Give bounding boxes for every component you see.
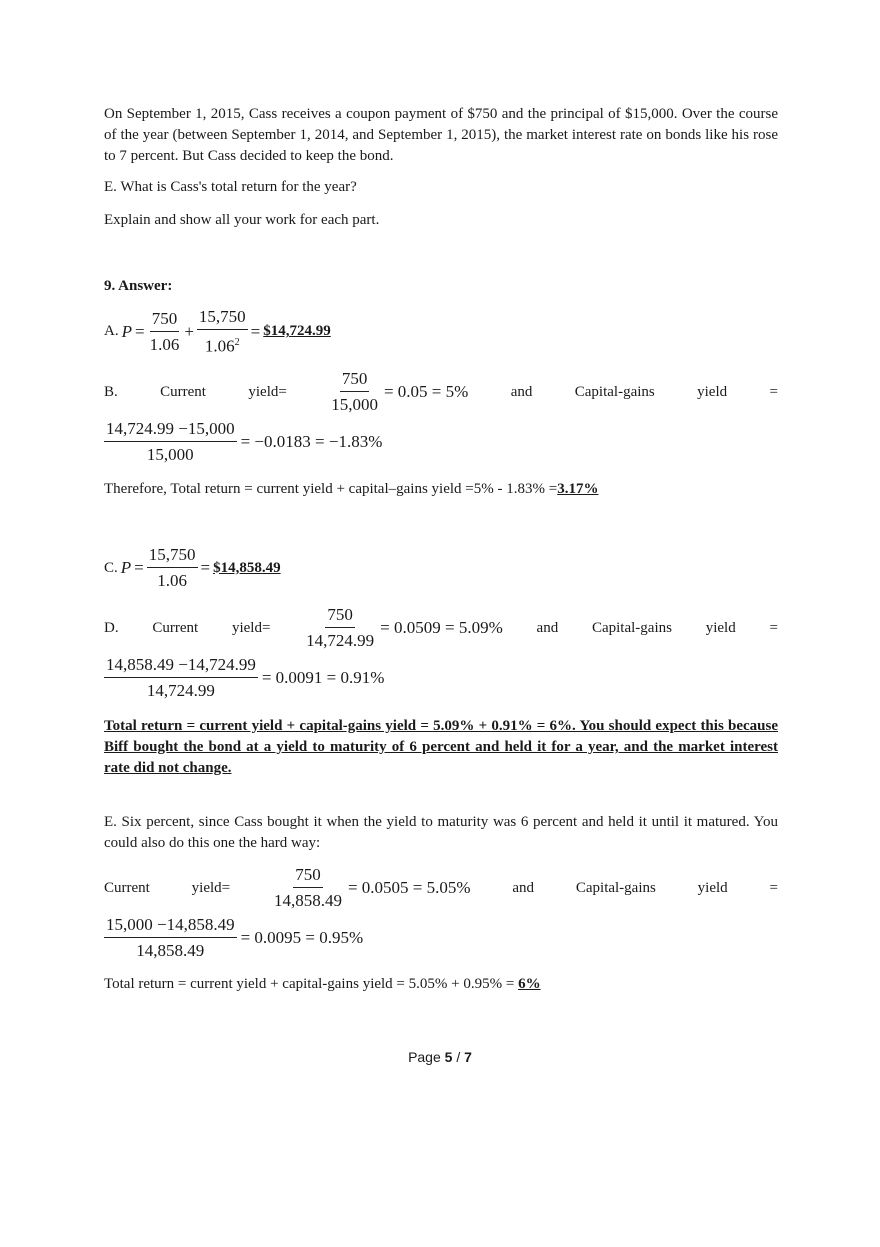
part-d-line [104, 606, 778, 650]
intro-paragraph: On September 1, 2015, Cass receives a coupon payment of $750 and the principal of $15,000. Over the course of the year (between September 1, 2014, and September 1, 2015), the market interest rate on bonds like his rose to 7 percent. But Cass decided to keep the bond. [104, 106, 778, 164]
part-c-equals: = [134, 558, 144, 577]
part-a-result: $14,724.99 [263, 323, 331, 340]
part-b-label: B. [104, 383, 118, 400]
part-b-equals: = [769, 383, 778, 400]
part-d-cg-denominator: 14,724.99 [146, 681, 215, 700]
part-d-yield: yield= [231, 619, 271, 636]
page-current: 5 [444, 1049, 453, 1065]
part-e-denominator: 14,858.49 [273, 891, 342, 910]
part-b-total [104, 481, 598, 498]
part-b-cg-fraction [104, 420, 237, 464]
part-b-fraction [329, 370, 380, 414]
part-b-numerator: 750 [340, 370, 370, 392]
part-a-plus: + [184, 321, 194, 341]
part-a-frac1-denominator: 1.06 [149, 334, 180, 354]
page-total: 7 [464, 1049, 472, 1065]
part-d-yield-2: yield [705, 619, 736, 636]
part-e-line [104, 866, 778, 910]
part-b-cg-denominator: 15,000 [146, 445, 194, 464]
part-d-cg-result: = 0.0091 = 0.91% [261, 668, 385, 687]
part-b-total-text: Therefore, Total return = current yield + capital–gains yield =5% - 1.83% = [104, 481, 558, 497]
part-b-total-result: 3.17% [557, 481, 599, 497]
part-c-label: C. [104, 559, 118, 576]
part-e-current-yield-formula [272, 866, 471, 910]
part-b-yield-2: yield [697, 383, 728, 400]
part-b-yield: yield= [248, 383, 287, 400]
part-d-total: Total return = current yield + capital-gains yield = 5.09% + 0.91% = 6%. You should expect this because Biff bought the bond at a yield to maturity of 6 percent and held it for a year, and the market interest rate did not change. [104, 718, 778, 776]
part-b-capital-gains: Capital-gains [574, 383, 655, 400]
part-d-capital-gains: Capital-gains [591, 619, 672, 636]
part-e-total-text: Total return = current yield + capital-gains yield = 5.05% + 0.95% = [104, 976, 515, 992]
part-b-current-yield-formula [329, 370, 468, 414]
part-a-fraction-2 [197, 308, 248, 356]
part-e-intro: E. Six percent, since Cass bought it when the yield to maturity was 6 percent and held it until it matured. You could also do this one the hard way: [104, 814, 778, 851]
part-b-current-yield-result: = 0.05 = 5% [383, 382, 469, 401]
part-e-total-result: 6% [518, 976, 541, 992]
part-e-capital-gains-formula [104, 916, 363, 960]
part-d-current-yield-formula [304, 606, 503, 650]
part-d-fraction [304, 606, 376, 650]
part-b-and: and [510, 383, 533, 400]
part-a-frac1-numerator: 750 [150, 310, 180, 332]
question-e: E. What is Cass's total return for the year? [104, 179, 357, 195]
part-c-equation [104, 546, 281, 590]
page-separator: / [456, 1049, 461, 1065]
part-c-denominator: 1.06 [157, 571, 187, 590]
part-c-numerator: 15,750 [147, 546, 198, 568]
part-b-cg-numerator: 14,724.99 −15,000 [104, 420, 237, 442]
part-a-equation [104, 308, 331, 356]
part-b-cg-result: = −0.0183 = −1.83% [240, 432, 383, 451]
part-a-equals-2: = [250, 321, 261, 341]
part-e-total [104, 976, 541, 993]
part-c-p-var: P [120, 558, 132, 577]
part-e-numerator: 750 [293, 866, 323, 888]
part-a-label: A. [104, 323, 119, 340]
part-e-cg-result: = 0.0095 = 0.95% [240, 928, 364, 947]
page-label: Page [408, 1049, 441, 1065]
part-d-denominator: 14,724.99 [306, 631, 375, 650]
part-e-cg-denominator: 14,858.49 [136, 941, 205, 960]
instruction: Explain and show all your work for each part. [104, 212, 380, 228]
part-e-yield-2: yield [697, 879, 728, 896]
part-a-equals: = [134, 321, 145, 341]
part-a-fraction-1 [148, 310, 182, 354]
part-e-yield: yield= [191, 879, 231, 896]
part-e-and: and [512, 879, 535, 896]
part-b-current: Current [160, 383, 206, 400]
part-d-current: Current [152, 619, 199, 636]
part-a-frac2-numerator: 15,750 [197, 308, 248, 330]
part-e-cg-numerator: 15,000 −14,858.49 [104, 916, 237, 938]
part-d-capital-gains-formula [104, 656, 384, 700]
part-b-capital-gains-formula [104, 420, 382, 464]
part-e-capital-gains: Capital-gains [575, 879, 656, 896]
part-d-current-yield-result: = 0.0509 = 5.09% [380, 618, 503, 637]
part-c-equals-2: = [200, 558, 211, 577]
answer-heading: 9. Answer: [104, 278, 173, 294]
part-a-frac2-denominator: 1.06$^2$ [204, 336, 240, 356]
part-e-cg-fraction [104, 916, 237, 960]
part-d-cg-numerator: 14,858.49 −14,724.99 [104, 656, 258, 678]
part-c-result: $14,858.49 [213, 559, 281, 576]
part-b-line [104, 370, 778, 414]
part-c-fraction [147, 546, 198, 590]
part-d-and: and [536, 619, 559, 636]
part-b-denominator: 15,000 [331, 395, 378, 414]
part-e-equals: = [769, 879, 778, 896]
page-number-footer [0, 1049, 880, 1065]
part-d-equals: = [769, 619, 778, 636]
part-d-label: D. [104, 619, 119, 636]
part-a-p-var: P [121, 321, 132, 341]
part-e-current-yield-result: = 0.0505 = 5.05% [347, 878, 471, 897]
part-e-current: Current [104, 879, 150, 896]
part-d-cg-fraction [104, 656, 258, 700]
part-e-fraction [272, 866, 344, 910]
part-d-numerator: 750 [325, 606, 355, 628]
